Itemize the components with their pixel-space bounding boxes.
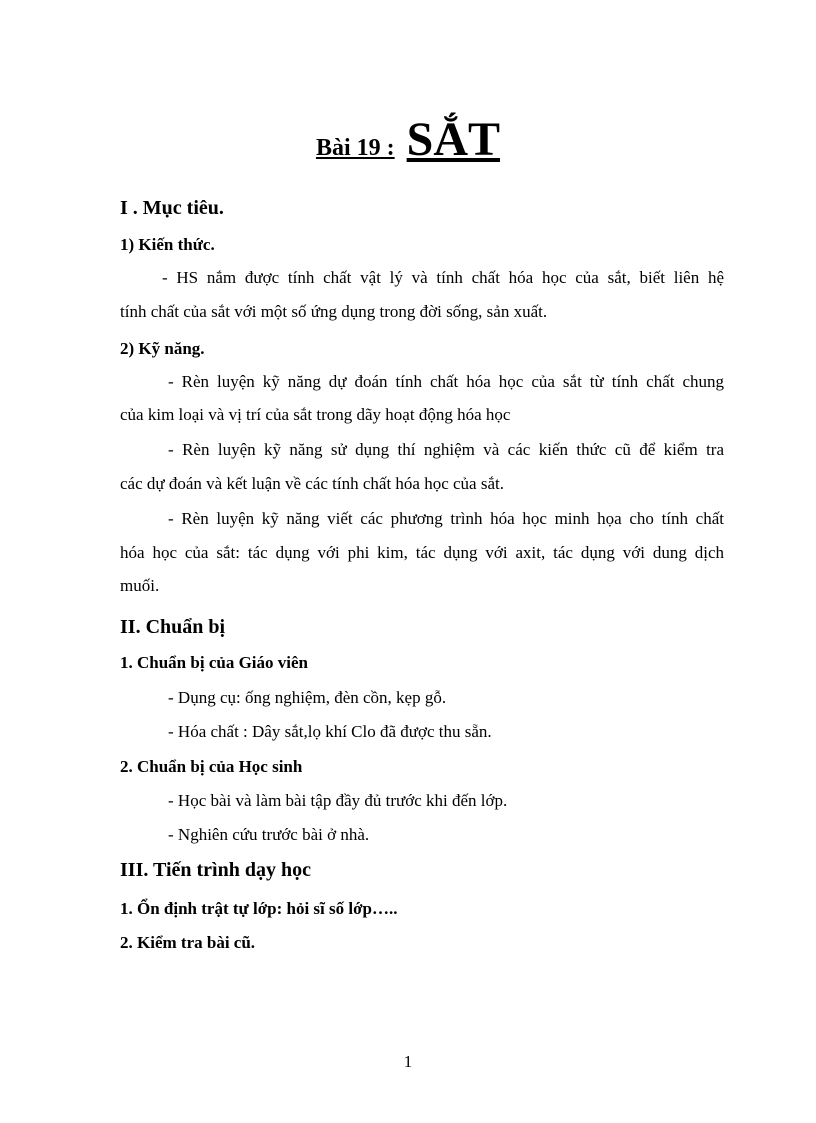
section-heading-preparation: II. Chuẩn bị <box>120 616 226 638</box>
paragraph-line: của kim loại và vị trí của sắt trong dãy hoạt động hóa học <box>120 405 511 424</box>
subheading-skills: 2) Kỹ năng. <box>120 339 205 358</box>
paragraph-line: muối. <box>120 576 160 595</box>
subheading-knowledge: 1) Kiến thức. <box>120 235 215 254</box>
paragraph-line: - Rèn luyện kỹ năng sử dụng thí nghiệm và các kiến thức cũ để kiểm tra <box>168 440 724 459</box>
paragraph-line: - Rèn luyện kỹ năng dự đoán tính chất hóa học của sắt từ tính chất chung <box>168 372 724 391</box>
list-item: - Nghiên cứu trước bài ở nhà. <box>168 825 370 844</box>
list-item: - Học bài và làm bài tập đầy đủ trước khi đến lớp. <box>168 791 508 810</box>
lesson-title <box>0 112 816 167</box>
procedure-step: 1. Ổn định trật tự lớp: hỏi sĩ số lớp….. <box>120 899 398 918</box>
subheading-student-prep: 2. Chuẩn bị của Học sinh <box>120 757 303 776</box>
list-item: - Dụng cụ: ống nghiệm, đèn cồn, kẹp gỗ. <box>168 688 447 707</box>
section-heading-procedure: III. Tiến trình dạy học <box>120 859 311 881</box>
paragraph-line: - Rèn luyện kỹ năng viết các phương trình hóa học minh họa cho tính chất <box>168 509 724 528</box>
section-heading-objectives: I . Mục tiêu. <box>120 197 224 219</box>
lesson-name: SẮT <box>406 113 501 166</box>
subheading-teacher-prep: 1. Chuẩn bị của Giáo viên <box>120 653 308 672</box>
paragraph-line: các dự đoán và kết luận về các tính chất hóa học của sắt. <box>120 474 504 493</box>
paragraph-line: hóa học của sắt: tác dụng với phi kim, tác dụng với axit, tác dụng với dung dịch <box>120 543 724 562</box>
paragraph-line: tính chất của sắt với một số ứng dụng trong đời sống, sản xuất. <box>120 302 548 321</box>
procedure-step: 2. Kiểm tra bài cũ. <box>120 933 256 952</box>
list-item: - Hóa chất : Dây sắt,lọ khí Clo đã được thu sẵn. <box>168 722 492 741</box>
paragraph-line: - HS nắm được tính chất vật lý và tính chất hóa học của sắt, biết liên hệ <box>162 268 724 287</box>
page-number: 1 <box>403 1052 413 1071</box>
lesson-number: Bài 19 : <box>315 135 395 161</box>
